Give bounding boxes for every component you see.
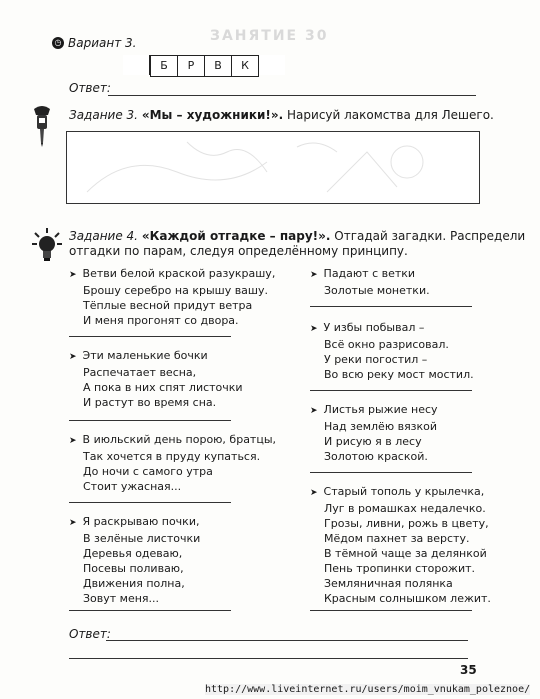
answer-label-bottom: Ответ: bbox=[69, 627, 111, 641]
riddle-line: Зовут меня... bbox=[83, 592, 160, 605]
answer-line-bottom-2[interactable] bbox=[69, 658, 468, 659]
answer-cell: В bbox=[204, 55, 232, 77]
answer-line-left-3[interactable] bbox=[69, 502, 231, 503]
riddle-right-4 bbox=[310, 484, 491, 606]
riddle-line: Брошу серебро на крышу вашу. bbox=[83, 284, 268, 297]
answer-cell bbox=[258, 55, 285, 75]
bullet-icon: ➤ bbox=[69, 436, 77, 446]
answer-line-right-4[interactable] bbox=[310, 610, 472, 611]
painter-icon bbox=[30, 103, 54, 147]
riddle-line: В июльский день порою, братцы, bbox=[82, 433, 277, 446]
riddle-line: Золотою краской. bbox=[324, 450, 428, 463]
riddle-left-3 bbox=[69, 432, 276, 494]
riddle-line: Земляничная полянка bbox=[324, 577, 453, 590]
riddle-line: И растут во время сна. bbox=[83, 396, 217, 409]
answer-cell: Р bbox=[177, 55, 205, 77]
riddle-right-2 bbox=[310, 320, 474, 382]
bleed-through-title: ЗАНЯТИЕ 30 bbox=[210, 28, 329, 44]
bullet-icon: ➤ bbox=[310, 406, 318, 416]
riddle-line: Пень тропинки сторожит. bbox=[324, 562, 476, 575]
riddle-line: Старый тополь у крылечка, bbox=[323, 485, 485, 498]
answer-cell: К bbox=[231, 55, 259, 77]
riddle-line: Золотые монетки. bbox=[324, 284, 430, 297]
riddle-line: Так хочется в пруду купаться. bbox=[83, 450, 261, 463]
riddle-line: Всё окно разрисовал. bbox=[324, 338, 449, 351]
riddle-line: Грозы, ливни, рожь в цвету, bbox=[324, 517, 489, 530]
variant-label: Вариант 3. bbox=[68, 36, 137, 50]
riddle-line: Мёдом пахнет за версту. bbox=[324, 532, 470, 545]
riddle-line: Стоит ужасная... bbox=[83, 480, 182, 493]
riddle-line: А пока в них спят листочки bbox=[83, 381, 243, 394]
riddle-line: В зелёные листочки bbox=[83, 532, 201, 545]
riddle-line: Распечатает весна, bbox=[83, 366, 197, 379]
riddle-left-4 bbox=[69, 514, 200, 606]
riddle-line: Во всю реку мост мостил. bbox=[324, 368, 474, 381]
riddle-left-1 bbox=[69, 266, 275, 328]
task3-text: Нарисуй лакомства для Лешего. bbox=[287, 108, 494, 122]
answer-line-right-2[interactable] bbox=[310, 390, 472, 391]
riddle-line: Деревья одеваю, bbox=[83, 547, 183, 560]
bullet-icon: ➤ bbox=[69, 518, 77, 528]
answer-cells bbox=[123, 55, 283, 77]
bullet-icon: ➤ bbox=[310, 270, 318, 280]
answer-line-left-1[interactable] bbox=[69, 336, 231, 337]
riddle-line: Я раскрываю почки, bbox=[82, 515, 200, 528]
riddle-line: Ветви белой краской разукрашу, bbox=[82, 267, 276, 280]
answer-line-bottom-1[interactable] bbox=[106, 640, 468, 641]
answer-cell bbox=[123, 55, 150, 75]
answer-line-left-2[interactable] bbox=[69, 420, 231, 421]
riddle-line: И меня прогонят со двора. bbox=[83, 314, 239, 327]
task4-title: «Каждой отгадке – пару!». bbox=[141, 229, 331, 243]
riddle-line: Тёплые весной придут ветра bbox=[83, 299, 253, 312]
riddle-line: У избы побывал – bbox=[323, 321, 425, 334]
riddle-line: Луг в ромашках недалечко. bbox=[324, 502, 486, 515]
riddle-line: До ночи с самого утра bbox=[83, 465, 213, 478]
answer-line-left-4[interactable] bbox=[69, 610, 231, 611]
drawing-area[interactable] bbox=[66, 131, 480, 204]
lightbulb-icon bbox=[32, 228, 62, 262]
riddle-line: У реки погостил – bbox=[324, 353, 428, 366]
answer-line-right-3[interactable] bbox=[310, 472, 472, 473]
riddle-line: Эти маленькие бочки bbox=[82, 349, 208, 362]
riddle-line: Красным солнышком лежит. bbox=[324, 592, 491, 605]
riddle-line: Над землёю вязкой bbox=[324, 420, 438, 433]
bullet-icon: ➤ bbox=[310, 488, 318, 498]
riddle-left-2 bbox=[69, 348, 243, 410]
task4-heading bbox=[69, 229, 525, 243]
clock-icon: ◷ bbox=[52, 37, 64, 49]
riddle-line: Посевы поливаю, bbox=[83, 562, 184, 575]
riddle-right-3 bbox=[310, 402, 438, 464]
riddle-line: В тёмной чаще за делянкой bbox=[324, 547, 487, 560]
riddle-line: Падают с ветки bbox=[323, 267, 416, 280]
footer-url[interactable]: http://www.liveinternet.ru/users/moim_vnukam_poleznoe/ bbox=[205, 684, 531, 695]
riddle-line: Листья рыжие несу bbox=[323, 403, 438, 416]
page-number: 35 bbox=[460, 663, 477, 677]
bullet-icon: ➤ bbox=[69, 270, 77, 280]
answer-line-right-1[interactable] bbox=[310, 306, 472, 307]
task4-text-line1: Отгадай загадки. Распредели bbox=[334, 229, 526, 243]
task3-heading bbox=[69, 108, 494, 122]
answer-line-top[interactable] bbox=[108, 95, 476, 96]
riddle-line: И рисую я в лесу bbox=[324, 435, 422, 448]
answer-label-top: Ответ: bbox=[69, 81, 111, 95]
task4-prefix: Задание 4. bbox=[69, 229, 138, 243]
task4-text-line2: отгадки по парам, следуя определённому принципу. bbox=[69, 244, 408, 258]
task3-title: «Мы – художники!». bbox=[141, 108, 284, 122]
answer-cell: Б bbox=[150, 55, 178, 77]
bullet-icon: ➤ bbox=[69, 352, 77, 362]
bullet-icon: ➤ bbox=[310, 324, 318, 334]
task3-prefix: Задание 3. bbox=[69, 108, 138, 122]
riddle-right-1 bbox=[310, 266, 430, 298]
riddle-line: Движения полна, bbox=[83, 577, 185, 590]
